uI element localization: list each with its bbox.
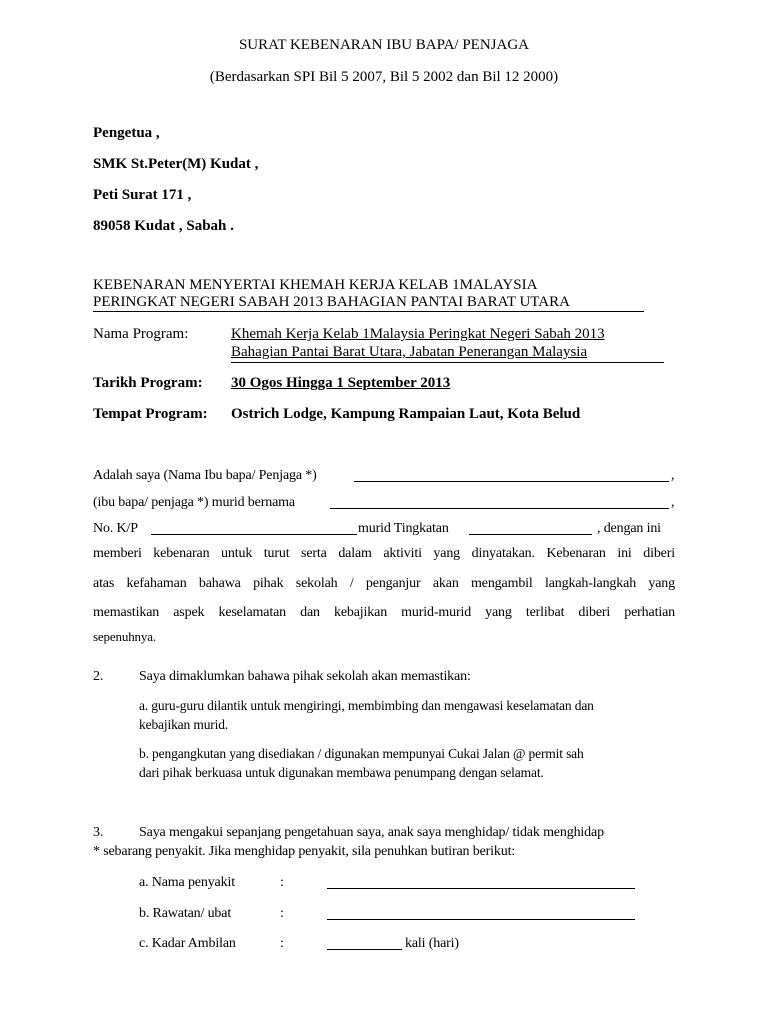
disease-name-field[interactable]	[327, 888, 635, 889]
tingkatan-field[interactable]	[469, 534, 592, 535]
section2-item-a-line-2: kebajikan murid.	[139, 717, 229, 732]
section2-item-b-line-1: b. pengangkutan yang disediakan / digunakan mempunyai Cukai Jalan @ permit sah	[139, 746, 584, 761]
paragraph1-line-4: sepenuhnya.	[93, 629, 156, 644]
paragraph1-line-3: memastikan aspek keselamatan dan kebajikan murid-murid yang terlibat diberi perhatian	[93, 605, 675, 620]
program-name-value-2: Bahagian Pantai Barat Utara, Jabatan Penerangan Malaysia	[231, 344, 588, 360]
treatment-colon: :	[280, 906, 284, 921]
paragraph1-line-1: memberi kebenaran untuk turut serta dalam aktiviti yang dinyatakan. Kebenaran ini diberi	[93, 546, 675, 561]
heading-line-1: KEBENARAN MENYERTAI KHEMAH KERJA KELAB 1MALAYSIA	[93, 277, 538, 293]
student-name-comma: ,	[671, 495, 675, 510]
section3-number: 3.	[93, 825, 104, 840]
program-name-label: Nama Program:	[93, 326, 189, 342]
document-title: SURAT KEBENARAN IBU BAPA/ PENJAGA	[238, 37, 530, 53]
address-line-4: 89058 Kudat , Sabah .	[93, 218, 234, 234]
treatment-label: b. Rawatan/ ubat	[139, 906, 232, 921]
heading-underline	[93, 311, 644, 312]
section2-item-a-line-1: a. guru-guru dilantik untuk mengiringi, membimbing dan mengawasi keselamatan dan	[139, 698, 594, 713]
section2-intro: Saya dimaklumkan bahawa pihak sekolah akan memastikan:	[139, 669, 471, 684]
parent-name-prefix: Adalah saya (Nama Ibu bapa/ Penjaga *)	[93, 468, 317, 483]
program-place-value: Ostrich Lodge, Kampung Rampaian Laut, Kota Belud	[231, 406, 581, 422]
kp-prefix: No. K/P	[93, 521, 138, 536]
paragraph1-line-2: atas kefahaman bahawa pihak sekolah / penganjur akan mengambil langkah-langkah yang	[93, 576, 675, 591]
program-date-value: 30 Ogos Hingga 1 September 2013	[231, 375, 451, 391]
address-line-1: Pengetua ,	[93, 125, 160, 141]
student-name-field[interactable]	[330, 508, 669, 509]
kp-suffix: , dengan ini	[597, 521, 661, 536]
section3-line-1: Saya mengakui sepanjang pengetahuan saya, anak saya menghidap/ tidak menghidap	[139, 825, 604, 840]
dosage-field[interactable]	[327, 949, 402, 950]
parent-name-field[interactable]	[354, 481, 669, 482]
dosage-label: c. Kadar Ambilan	[139, 936, 236, 951]
section2-item-b-line-2: dari pihak berkuasa untuk digunakan membawa penumpang dengan selamat.	[139, 765, 544, 780]
student-name-prefix: (ibu bapa/ penjaga *) murid bernama	[93, 495, 295, 510]
section3-line-2: * sebarang penyakit. Jika menghidap penyakit, sila penuhkan butiran berikut:	[93, 844, 516, 859]
program-date-label: Tarikh Program:	[93, 375, 203, 391]
dosage-suffix: kali (hari)	[405, 936, 459, 951]
disease-name-label: a. Nama penyakit	[139, 875, 235, 890]
program-place-label: Tempat Program:	[93, 406, 208, 422]
document-subtitle: (Berdasarkan SPI Bil 5 2007, Bil 5 2002 dan Bil 12 2000)	[209, 69, 559, 85]
kp-field[interactable]	[151, 534, 357, 535]
program-name-underline	[231, 362, 664, 363]
address-line-3: Peti Surat 171 ,	[93, 187, 192, 203]
section2-number: 2.	[93, 669, 104, 684]
disease-name-colon: :	[280, 875, 284, 890]
kp-mid-label: murid Tingkatan	[358, 521, 449, 536]
heading-line-2: PERINGKAT NEGERI SABAH 2013 BAHAGIAN PANTAI BARAT UTARA	[93, 294, 570, 310]
address-line-2: SMK St.Peter(M) Kudat ,	[93, 156, 259, 172]
parent-name-comma: ,	[671, 468, 675, 483]
treatment-field[interactable]	[327, 919, 635, 920]
dosage-colon: :	[280, 936, 284, 951]
program-name-value-1: Khemah Kerja Kelab 1Malaysia Peringkat Negeri Sabah 2013	[231, 326, 605, 342]
